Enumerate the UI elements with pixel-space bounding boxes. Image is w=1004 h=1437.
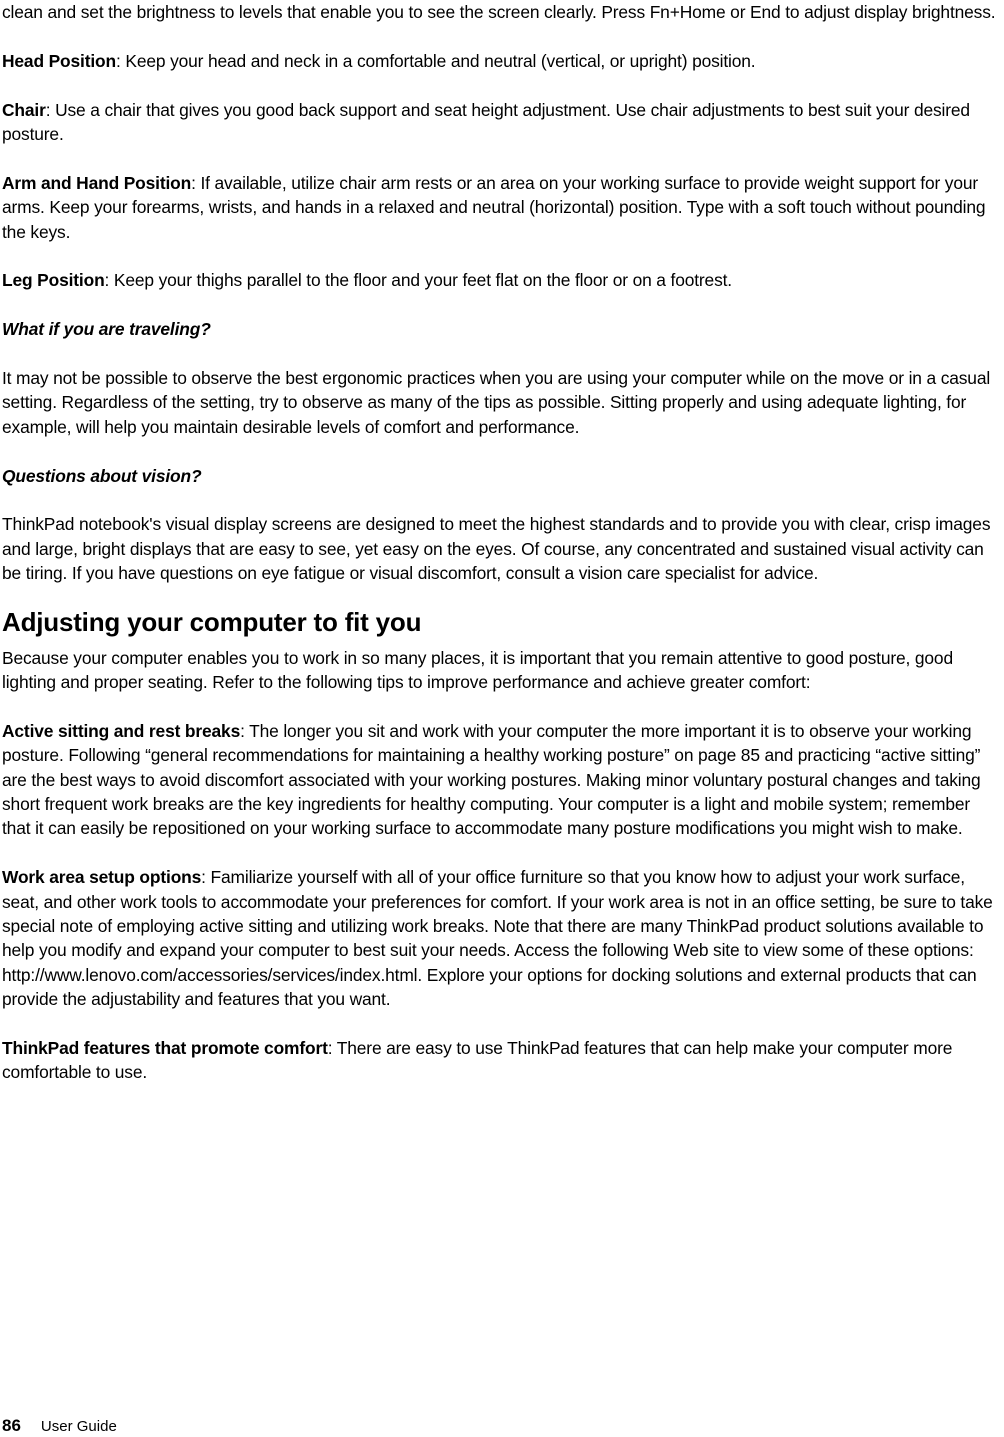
leg-position-text: : Keep your thighs parallel to the floor and your feet flat on the floor or on a footrest. — [104, 270, 732, 291]
guide-title: User Guide — [40, 1418, 117, 1435]
chair-text: : Use a chair that gives you good back support and seat height adjustment. Use chair adjustments to best suit your desired posture. — [2, 99, 970, 144]
page-footer — [2, 1416, 117, 1437]
active-sitting-label: Active sitting and rest breaks — [2, 720, 241, 741]
arm-hand-text: : If available, utilize chair arm rests or an area on your working surface to provide weight support for your arms. Keep your forearms, wrists, and hands in a relaxed and neutral (horizontal) position. Type with a soft touch without pounding the keys. — [2, 172, 986, 242]
section-heading: Adjusting your computer to fit you — [2, 606, 422, 637]
traveling-heading: What if you are traveling? — [2, 319, 211, 340]
leg-position-paragraph — [2, 268, 1002, 292]
chair-paragraph — [2, 98, 1002, 147]
head-position-label: Head Position — [2, 50, 117, 71]
page-number: 86 — [2, 1416, 21, 1435]
active-sitting-paragraph — [2, 719, 1002, 841]
intro-paragraph — [2, 0, 1002, 24]
vision-heading: Questions about vision? — [2, 465, 202, 486]
leg-position-label: Leg Position — [2, 270, 105, 291]
head-position-paragraph — [2, 49, 1002, 73]
arm-hand-label: Arm and Hand Position — [2, 172, 192, 193]
vision-paragraph: ThinkPad notebook's visual display screens are designed to meet the highest standards and to provide you with clear, crisp images and large, bright displays that are easy to see, yet easy on the eyes. Of course, any concentrated and sustained visual activity can be tiring. If you have questions on eye fatigue or visual discomfort, consult a vision care specialist for advice. — [2, 514, 991, 584]
arm-hand-paragraph — [2, 171, 1002, 244]
features-text: : There are easy to use ThinkPad features that can help make your computer more comfortable to use. — [2, 1038, 953, 1083]
page-content — [2, 0, 1002, 1085]
traveling-paragraph: It may not be possible to observe the best ergonomic practices when you are using your computer while on the move or in a casual setting. Regardless of the setting, try to observe as many of the tips as possible. Sitting properly and using adequate lighting, for example, will help you maintain desirable levels of comfort and performance. — [2, 368, 991, 437]
intro-text: clean and set the brightness to levels that enable you to see the screen clearly. Press Fn+Home or End to adjust display brightness. — [2, 2, 996, 22]
active-sitting-text: : The longer you sit and work with your computer the more important it is to observe your working posture. Following “general recommendations for maintaining a healthy working posture” on page 85 and practicing “active sitting” are the best ways to avoid discomfort associated with your working postures. Making minor voluntary postural changes and taking short frequent work breaks are the key ingredients for healthy computing. Your computer is a light and mobile system; remember that it can easily be repositioned on your working surface to accommodate many posture modifications you might wish to make. — [2, 720, 981, 839]
head-position-text: : Keep your head and neck in a comfortable and neutral (vertical, or upright) position. — [116, 50, 756, 71]
features-label: ThinkPad features that promote comfort — [2, 1038, 328, 1059]
features-paragraph — [2, 1036, 1002, 1085]
chair-label: Chair — [2, 99, 46, 120]
work-area-text: : Familiarize yourself with all of your office furniture so that you know how to adjust your work surface, seat, and other work tools to accommodate your preferences for comfort. If your work area is not in an office setting, be sure to take special note of employing active sitting and utilizing work breaks. Note that there are many ThinkPad product solutions available to help you modify and expand your computer to best suit your needs. Access the following Web site to view some of these options: http://www.lenovo.com/accessories/services/index.html. Explore your options for docking solutions and external products that can provide the adjustability and features that you want. — [2, 867, 993, 1010]
work-area-label: Work area setup options — [2, 867, 202, 888]
section-intro-paragraph: Because your computer enables you to work in so many places, it is important that you remain attentive to good posture, good lighting and proper seating. Refer to the following tips to improve performance and achieve greater comfort: — [2, 647, 953, 693]
work-area-paragraph — [2, 865, 1002, 1011]
